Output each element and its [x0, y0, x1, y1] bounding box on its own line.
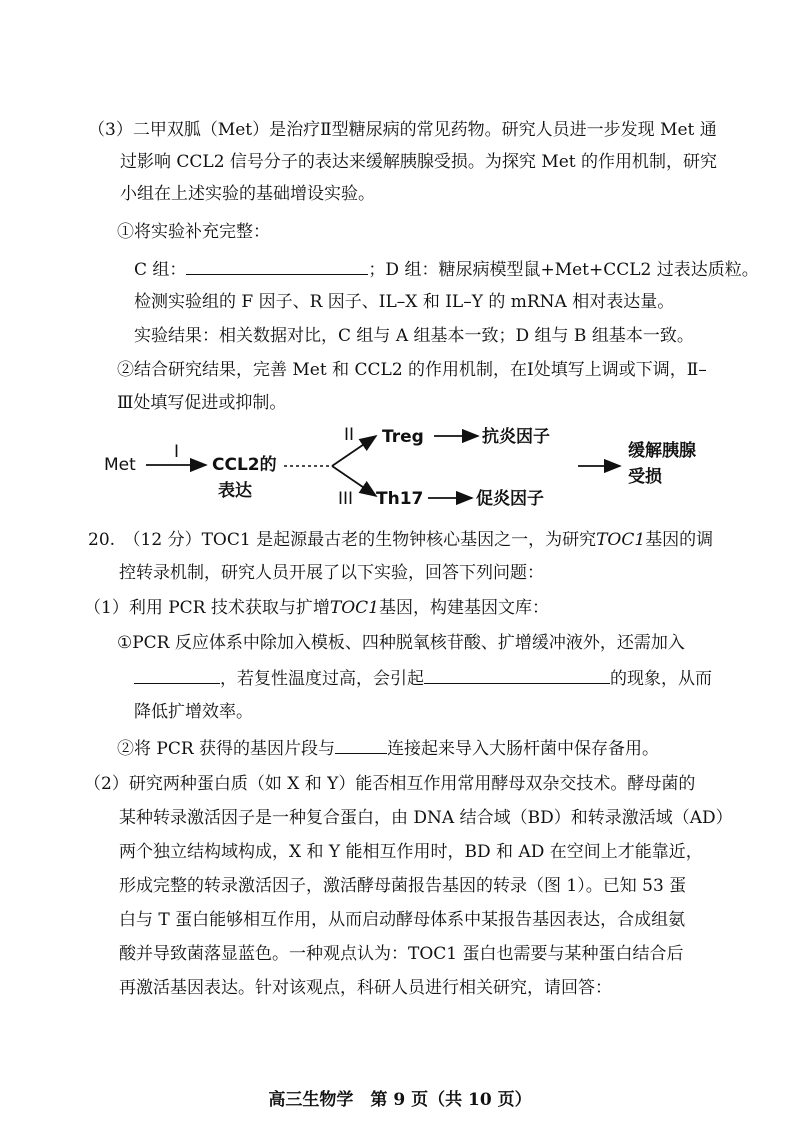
- diagram-label-ii: II: [344, 425, 355, 445]
- q3-line-1: （3）二甲双胍（Met）是治疗Ⅱ型糖尿病的常见药物。研究人员进一步发现 Met 通: [88, 120, 717, 140]
- q20-p2-line-7: 再激活基因表达。针对该观点，科研人员进行相关研究，请回答：: [119, 978, 612, 998]
- q20-line-1: [88, 528, 713, 552]
- diagram-label-i: I: [174, 442, 180, 462]
- diagram-relief-line1: 缓解胰腺: [628, 441, 696, 461]
- toc1-gene-italic: TOC1: [596, 530, 646, 550]
- q20-p2-line-2: 某种转录激活因子是一种复合蛋白，由 DNA 结合域（BD）和转录激活域（AD）: [119, 808, 733, 828]
- diagram-anti-inflammatory: 抗炎因子: [482, 427, 550, 447]
- q3-sub2-line-1: ②结合研究结果，完善 Met 和 CCL2 的作用机制，在Ⅰ处填写上调或下调，Ⅱ–: [117, 360, 707, 380]
- diagram-ccl2-line1: CCL2的: [212, 455, 277, 475]
- q20-p1-sub1-line-1: ①PCR 反应体系中除加入模板、四种脱氧核苷酸、扩增缓冲液外，还需加入: [117, 633, 685, 653]
- q3-line-2: 过影响 CCL2 信号分子的表达来缓解胰腺受损。为探究 Met 的作用机制，研究: [120, 152, 718, 172]
- diagram-ccl2-line2: 表达: [218, 481, 252, 501]
- pcr-reagent-blank[interactable]: [134, 666, 220, 684]
- diagram-relief-line2: 受损: [628, 467, 662, 487]
- diagram-pro-inflammatory: 促炎因子: [476, 489, 544, 509]
- q20-p2-line-5: 白与 T 蛋白能够相互作用，从而启动酵母体系中某报告基因表达，合成组氨: [119, 910, 686, 930]
- q20-p1-sub2: [117, 736, 659, 761]
- q3-result-line: 实验结果：相关数据对比，C 组与 A 组基本一致；D 组与 B 组基本一致。: [134, 326, 694, 346]
- q20-p1-sub1-line-3: 降低扩增效率。: [134, 702, 253, 722]
- c-group-answer-blank[interactable]: [186, 257, 368, 275]
- q3-c-group-line: [134, 257, 759, 282]
- q20-p1-pre: （1）利用 PCR 技术获取与扩增: [84, 598, 330, 618]
- page-footer: 高三生物学 第 9 页（共 10 页）: [268, 1090, 532, 1110]
- q20-p1-sub1-mid: ，若复性温度过高，会引起: [220, 669, 424, 689]
- d-group-text: ；D 组：糖尿病模型鼠+Met+CCL2 过表达质粒。: [368, 260, 759, 280]
- q20-line-2: 控转录机制，研究人员开展了以下实验，回答下列问题：: [119, 563, 544, 583]
- q20-p1-gene-italic: TOC1: [329, 598, 379, 618]
- c-group-label: C 组：: [134, 260, 187, 280]
- met-ccl2-mechanism-diagram: [100, 420, 740, 520]
- q20-p1-post: 基因，构建基因文库：: [378, 598, 549, 618]
- diagram-met-text: Met: [104, 455, 136, 475]
- diagram-treg-text: Treg: [382, 427, 424, 447]
- q20-p2-line-1: （2）研究两种蛋白质（如 X 和 Y）能否相互作用常用酵母双杂交技术。酵母菌的: [84, 774, 696, 794]
- vector-blank[interactable]: [335, 736, 387, 754]
- diagram-label-iii: III: [338, 489, 354, 509]
- q20-p2-line-3: 两个独立结构域构成，X 和 Y 能相互作用时，BD 和 AD 在空间上才能靠近，: [119, 842, 703, 862]
- q20-p2-line-4: 形成完整的转录激活因子，激活酵母菌报告基因的转录（图 1）。已知 53 蛋: [119, 876, 687, 896]
- q20-p1-sub2-pre: ②将 PCR 获得的基因片段与: [117, 739, 336, 759]
- q20-p1-sub1-line-2: [134, 666, 712, 691]
- q20-line1-post: 基因的调: [645, 530, 714, 550]
- q20-p1-sub1-end: 的现象，从而: [610, 669, 712, 689]
- q20-line1-pre: 20. （12 分）TOC1 是起源最古老的生物钟核心基因之一，为研究: [88, 530, 597, 550]
- annealing-phenomenon-blank[interactable]: [424, 666, 610, 684]
- q3-sub1-title: ①将实验补充完整：: [117, 222, 270, 242]
- diagram-th17-text: Th17: [376, 489, 424, 509]
- q3-sub2-line-2: Ⅲ处填写促进或抑制。: [117, 393, 287, 413]
- q20-p1-sub2-post: 连接起来导入大肠杆菌中保存备用。: [387, 739, 660, 759]
- q3-detect-line: 检测实验组的 F 因子、R 因子、IL–X 和 IL–Y 的 mRNA 相对表达量。: [134, 292, 675, 312]
- q20-p2-line-6: 酸并导致菌落显蓝色。一种观点认为：TOC1 蛋白也需要与某种蛋白结合后: [119, 944, 684, 964]
- q20-part1-title: [84, 596, 549, 620]
- q3-line-3: 小组在上述实验的基础增设实验。: [120, 184, 375, 204]
